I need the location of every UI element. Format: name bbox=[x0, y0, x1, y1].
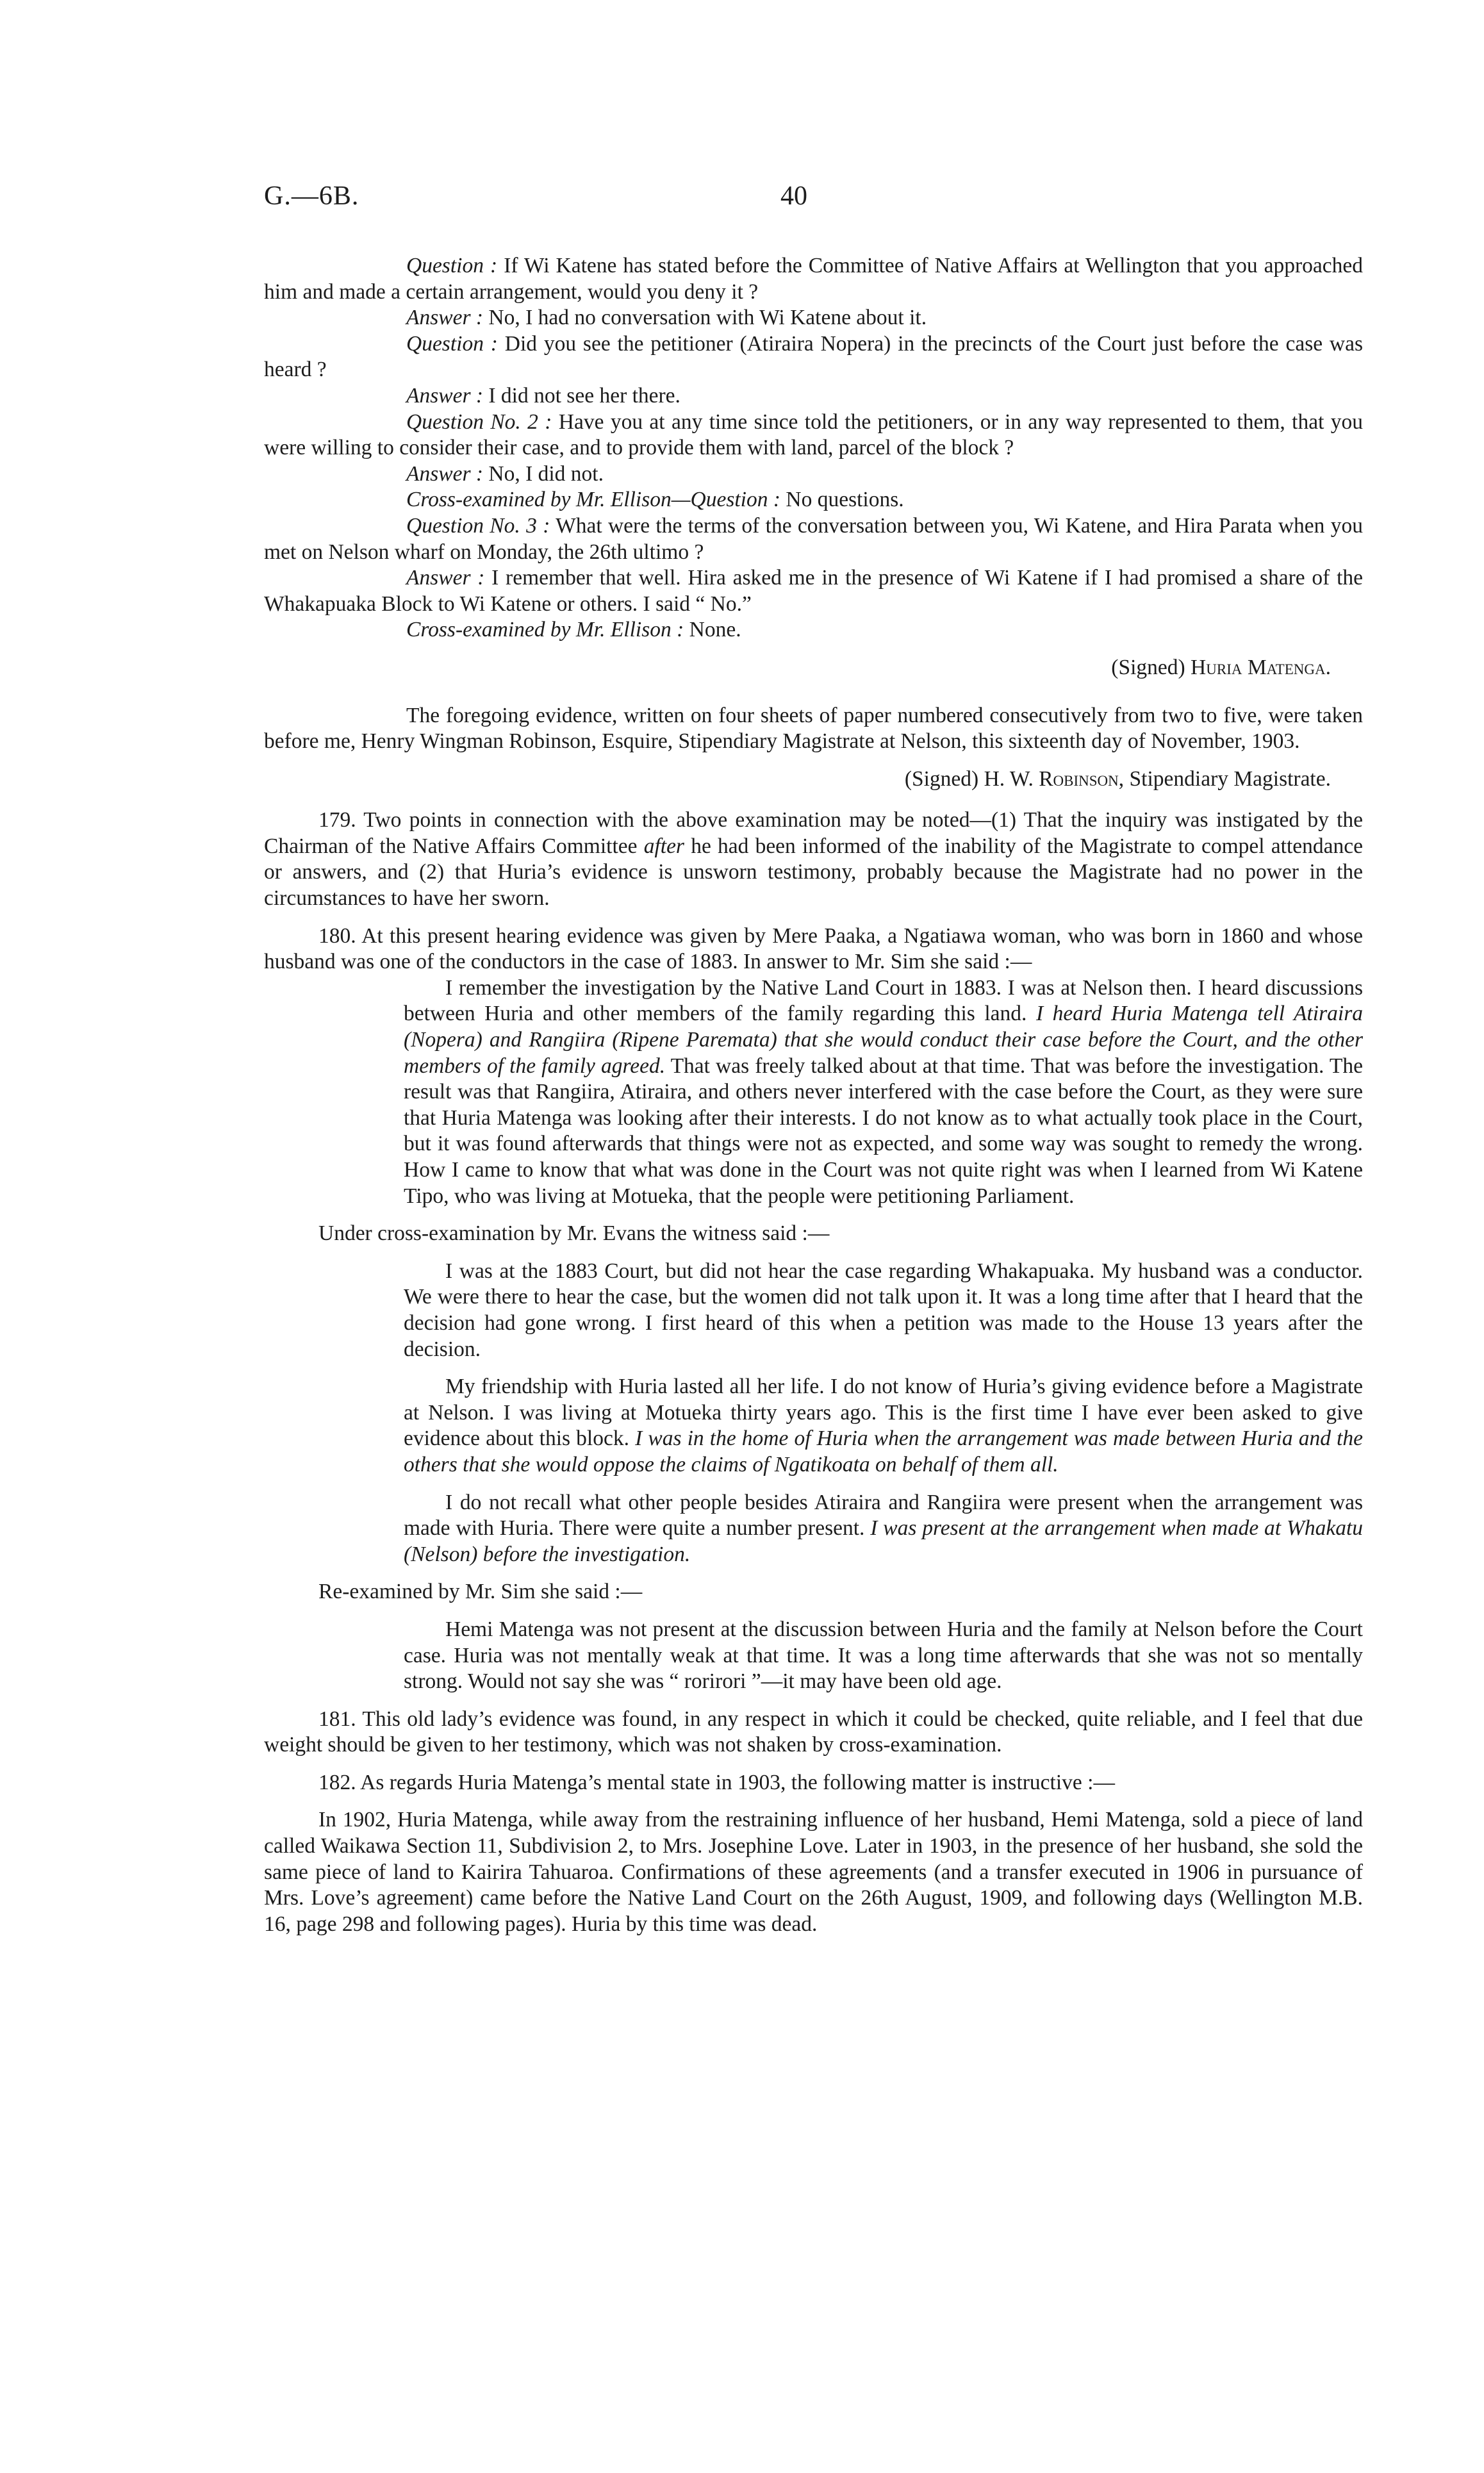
qa-cross-2: Cross-examined by Mr. Ellison : None. bbox=[406, 618, 741, 642]
qa-cross-1: Cross-examined by Mr. Ellison—Question : No questions. bbox=[406, 488, 904, 512]
qa-question-2: Question : Did you see the petitioner (Atiraira Nopera) in the precincts of the Court just before the case was heard ? bbox=[264, 331, 1364, 382]
document-body bbox=[264, 253, 1363, 1937]
qa-answer-3: Answer : No, I did not. bbox=[406, 461, 604, 486]
testimony-quote-1: I remember the investigation by the Native Land Court in 1883. I was at Nelson then. I heard discussions between Huria and other members of the family regarding this land. I heard Huria Matenga tell Atiraira (Nopera) and Rangiira (Ripene Paremata) that she would conduct their case before the Court, and the other members of the family agreed. That was freely talked about at that time. That was before the investigation. The result was that Rangiira, Atiraira, and others never interfered with the case before the Court, as they were sure that Huria Matenga was looking after their interests. I do not know as to what actually took place in the Court, but it was found afterwards that things were not as expected, and some way was sought to remedy the wrong. How I came to know that what was done in the Court was not quite right was when I learned from Wi Katene Tipo, who was living at Motueka, that the people were petitioning Parliament. bbox=[404, 975, 1363, 1208]
signature-magistrate: (Signed) H. W. Robinson, Stipendiary Magistrate. bbox=[904, 766, 1331, 791]
signature-huria: (Signed) Huria Matenga. bbox=[1111, 655, 1331, 679]
paragraph-181: 181. This old lady’s evidence was found, in any respect in which it could be checked, quite reliable, and I feel that due weight should be given to her testimony, which was not shaken by cross-examination. bbox=[264, 1707, 1363, 1757]
document-reference: G.—6B. bbox=[264, 181, 359, 211]
qa-question-1: Question : If Wi Katene has stated before the Committee of Native Affairs at Wellington that you approached him and made a certain arrangement, would you deny it ? bbox=[264, 254, 1363, 304]
paragraph-182-detail: In 1902, Huria Matenga, while away from the restraining influence of her husband, Hemi Matenga, sold a piece of land called Waikawa Section 11, Subdivision 2, to Mrs. Josephine Love. Later in 1903, in the presence of her husband, she sold the same piece of land to Kairira Tahuaroa. Confirmations of these agreements (and a transfer executed in 1906 in pursuance of Mrs. Love’s agreement) came before the Native Land Court on the 26th August, 1909, and following days (Wellington M.B. 16, page 298 and following pages). Huria by this time was dead. bbox=[264, 1808, 1363, 1936]
paragraph-180: 180. At this present hearing evidence was given by Mere Paaka, a Ngatiawa woman, who was born in 1860 and whose husband was one of the conductors in the case of 1883. In answer to Mr. Sim she said :— bbox=[264, 923, 1363, 974]
qa-answer-4: Answer : I remember that well. Hira asked me in the presence of Wi Katene if I had promised a share of the Whakapuaka Block to Wi Katene or others. I said “ No.” bbox=[264, 566, 1364, 616]
qa-answer-2: Answer : I did not see her there. bbox=[406, 383, 680, 408]
qa-question-3: Question No. 2 : Have you at any time since told the petitioners, or in any way represented to them, that you were willing to consider their case, and to provide them with land, parcel of the block ? bbox=[264, 409, 1363, 460]
cross-examination-intro: Under cross-examination by Mr. Evans the witness said :— bbox=[318, 1221, 830, 1246]
page-header bbox=[0, 181, 1484, 219]
qa-answer-1: Answer : No, I had no conversation with Wi Katene about it. bbox=[406, 306, 927, 330]
qa-question-4: Question No. 3 : What were the terms of the conversation between you, Wi Katene, and Hira Parata when you met on Nelson wharf on Monday, the 26th ultimo ? bbox=[264, 513, 1363, 564]
foregoing-statement: The foregoing evidence, written on four sheets of paper numbered consecutively from two to five, were taken before me, Henry Wingman Robinson, Esquire, Stipendiary Magistrate at Nelson, this sixteenth day of November, 1903. bbox=[264, 703, 1363, 754]
re-examination-intro: Re-examined by Mr. Sim she said :— bbox=[318, 1580, 643, 1604]
paragraph-182: 182. As regards Huria Matenga’s mental state in 1903, the following matter is instructive :— bbox=[318, 1770, 1115, 1794]
testimony-quote-3: Hemi Matenga was not present at the discussion between Huria and the family at Nelson before the Court case. Huria was not mentally weak at that time. It was a long time afterwards that she was not so mentally strong. Would not say she was “ rorirori ”—it may have been old age. bbox=[404, 1617, 1363, 1694]
paragraph-179: 179. Two points in connection with the above examination may be noted—(1) That the inquiry was instigated by the Chairman of the Native Affairs Committee after he had been informed of the inability of the Magistrate to compel attendance or answers, and (2) that Huria’s evidence is unsworn testimony, probably because the Magistrate had no power in the circumstances to have her sworn. bbox=[264, 808, 1364, 911]
testimony-quote-2: I was at the 1883 Court, but did not hear the case regarding Whakapuaka. My husband was a conductor. We were there to hear the case, but the women did not talk upon it. It was a long time after that I heard that the decision had gone wrong. I first heard of this when a petition was made to the House 13 years after the decision. My friendship with Huria lasted all her life. I do not know of Huria’s giving evidence before a Magistrate at Nelson. I was living at Motueka thirty years ago. This is the first time I have ever been asked to give evidence about this block. I was in the home of Huria when the arrangement was made between Huria and the others that she would oppose the claims of Ngatikoata on behalf of them all. I do not recall what other people besides Atiraira and Rangiira were present when the arrangement was made with Huria. There were quite a number present. I was present at the arrangement when made at Whakatu (Nelson) before the investigation. bbox=[404, 1259, 1364, 1566]
page-number: 40 bbox=[780, 181, 807, 211]
